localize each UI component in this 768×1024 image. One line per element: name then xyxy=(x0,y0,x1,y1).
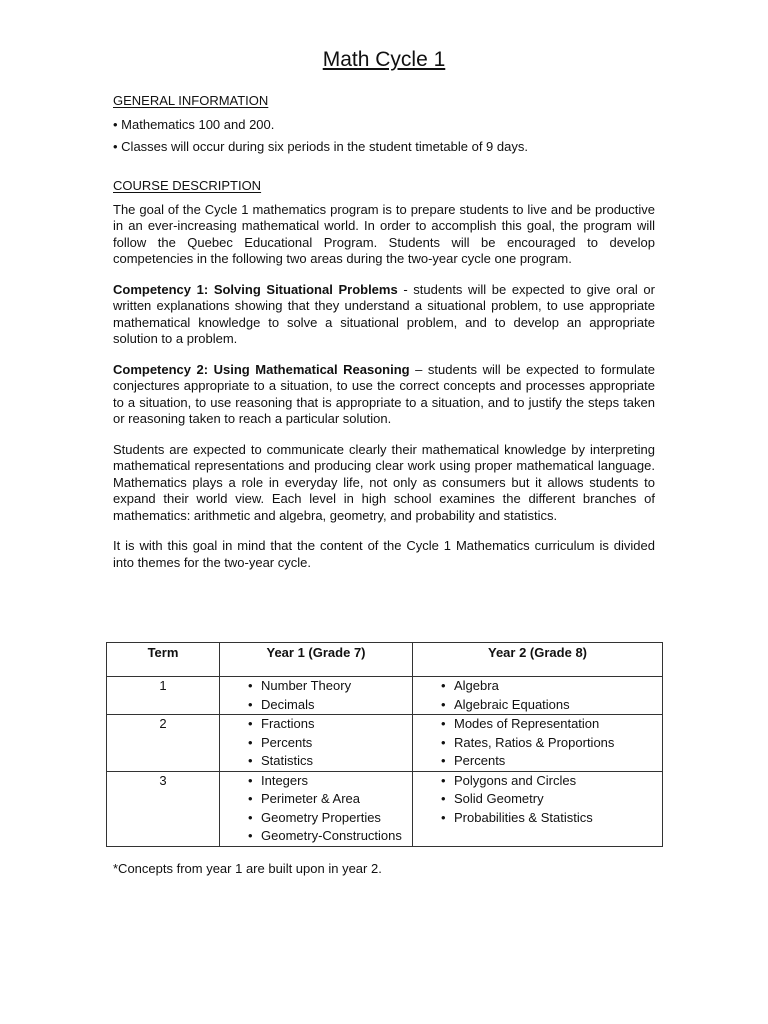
general-information-section xyxy=(113,93,655,156)
page-title-text: Math Cycle 1 xyxy=(322,48,446,71)
competency-2-title: Competency 2: Using Mathematical Reasoning xyxy=(113,361,410,377)
year-2-topic-list xyxy=(413,715,662,771)
list-item: • Probabilities & Statistics xyxy=(441,809,662,828)
table-header-row xyxy=(107,643,663,677)
list-item: • Modes of Representation xyxy=(441,715,662,734)
list-item: • Rates, Ratios & Proportions xyxy=(441,734,662,753)
list-item: • Decimals xyxy=(248,696,412,715)
year-2-cell xyxy=(413,677,663,715)
list-item: • Algebra xyxy=(441,677,662,696)
year-1-cell xyxy=(220,677,413,715)
list-item: • Percents xyxy=(248,734,412,753)
list-item: • Polygons and Circles xyxy=(441,772,662,791)
course-paragraph-2: Students are expected to communicate clearly their mathematical knowledge by interpreting mathematical representations and producing clear work using proper mathematical language. Mathematics plays a role in everyday life, not only as consumers but it allows students to expand their world view. Each level in high school examines the different branches of mathematics: arithmetic and algebra, geometry, and probability and statistics. xyxy=(113,441,655,523)
competency-2-text: – students will be expected to formulate conjectures appropriate to a situation, to use the correct concepts and processes appropriate to a situation, to use reasoning that is appropriate to a situation, and to justify the steps taken or reasoning taken to reach a particular solution. xyxy=(113,361,656,426)
term-cell: 3 xyxy=(107,771,220,846)
general-information-heading: GENERAL INFORMATION xyxy=(113,93,269,108)
year-1-cell xyxy=(220,715,413,772)
list-item: • Percents xyxy=(441,752,662,771)
list-item: • Perimeter & Area xyxy=(248,790,412,809)
year-2-cell xyxy=(413,715,663,772)
competency-1-text: - students will be expected to give oral or written explanations showing that they understand a situational problem, to use appropriate mathematical knowledge to solve a situational problem, and to develop an appropriate solution to a problem. xyxy=(113,281,655,346)
year-1-cell xyxy=(220,771,413,846)
course-paragraph-3: It is with this goal in mind that the content of the Cycle 1 Mathematics curriculum is divided into themes for the two-year cycle. xyxy=(113,538,655,570)
list-item: • Geometry Properties xyxy=(248,809,412,828)
table-header-term: Term xyxy=(107,643,220,677)
general-bullet-2: • Classes will occur during six periods in the student timetable of 9 days. xyxy=(113,139,528,154)
competency-2-paragraph xyxy=(113,362,655,428)
page-title xyxy=(0,46,768,74)
list-item: • Number Theory xyxy=(248,677,412,696)
term-cell: 1 xyxy=(107,677,220,715)
themes-table xyxy=(106,642,663,847)
competency-1-paragraph xyxy=(113,282,655,348)
list-item: • Integers xyxy=(248,772,412,791)
course-description-heading: COURSE DESCRIPTION xyxy=(113,178,262,193)
footnote: *Concepts from year 1 are built upon in year 2. xyxy=(113,861,382,876)
year-2-topic-list xyxy=(413,772,662,828)
list-item: • Solid Geometry xyxy=(441,790,662,809)
list-item: • Statistics xyxy=(248,752,412,771)
course-intro-paragraph: The goal of the Cycle 1 mathematics program is to prepare students to live and be productive in an ever-increasing mathematical world. In order to accomplish this goal, the program will follow the Quebec Educational Program. Students will be encouraged to develop competencies in the following two areas during the two-year cycle one program. xyxy=(113,201,655,266)
table-header-year-1: Year 1 (Grade 7) xyxy=(220,643,413,677)
table-row xyxy=(107,715,663,772)
course-description-section xyxy=(113,178,655,571)
year-1-topic-list xyxy=(220,715,412,771)
table-row xyxy=(107,677,663,715)
term-cell: 2 xyxy=(107,715,220,772)
general-bullet-1: • Mathematics 100 and 200. xyxy=(113,116,275,132)
list-item: • Geometry-Constructions xyxy=(248,827,412,846)
table-row xyxy=(107,771,663,846)
year-2-topic-list xyxy=(413,677,662,714)
competency-1-title: Competency 1: Solving Situational Problems xyxy=(113,281,398,297)
year-1-topic-list xyxy=(220,677,412,714)
year-1-topic-list xyxy=(220,772,412,846)
list-item: • Algebraic Equations xyxy=(441,696,662,715)
year-2-cell xyxy=(413,771,663,846)
table-header-year-2: Year 2 (Grade 8) xyxy=(413,643,663,677)
list-item: • Fractions xyxy=(248,715,412,734)
